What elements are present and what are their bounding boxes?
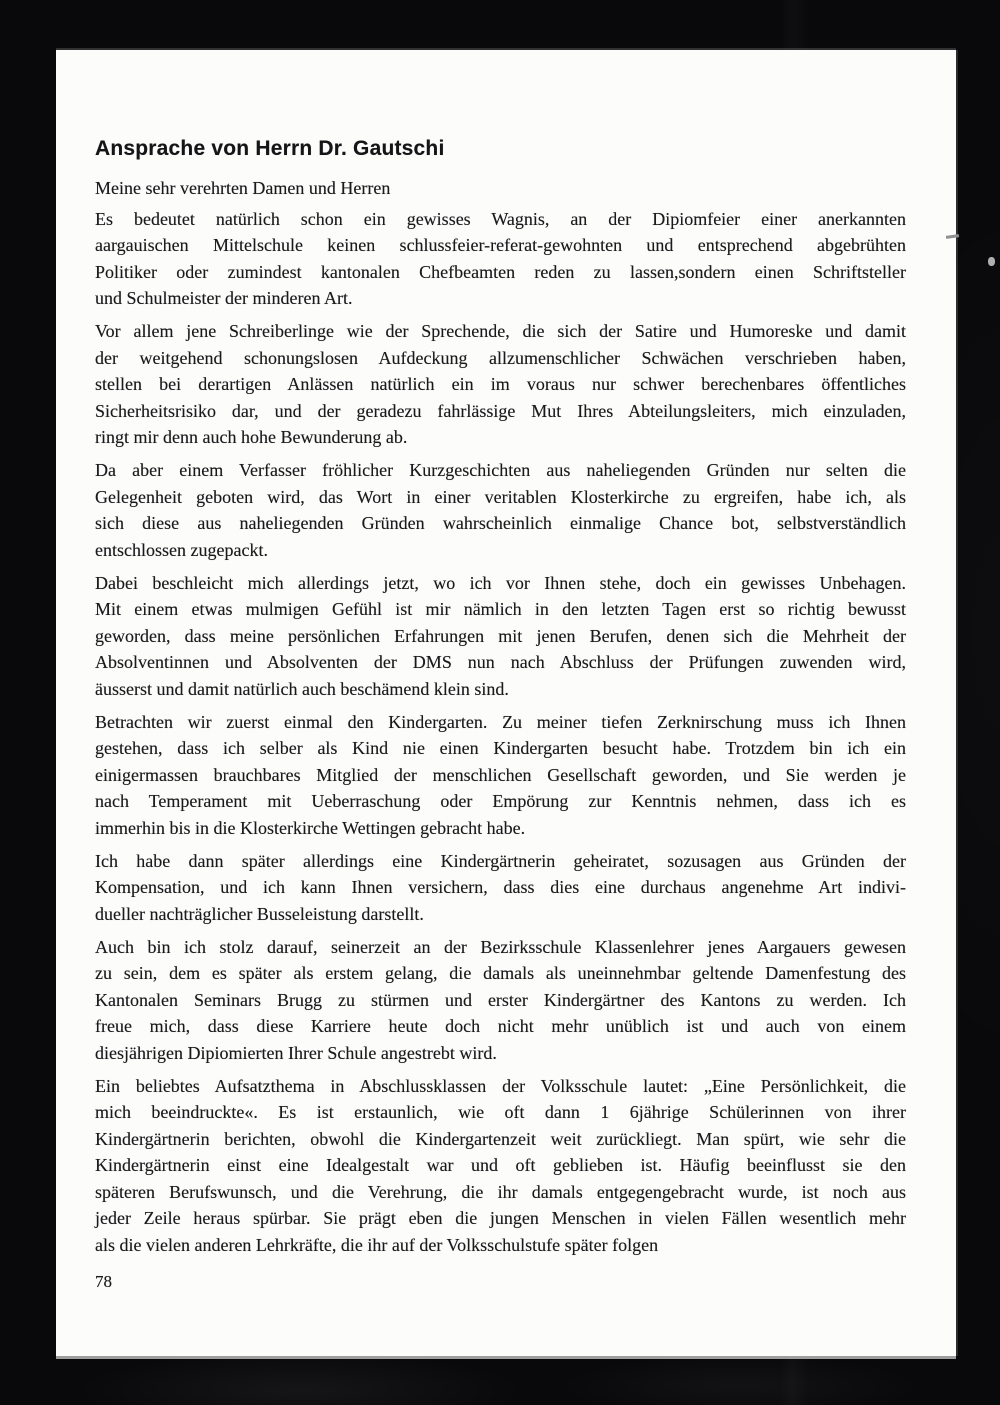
page-title: Ansprache von Herrn Dr. Gautschi [95,137,445,160]
text-line: entschlossen zugepackt. [95,539,268,560]
text-line: dueller nachträglicher Busseleistung darstellt. [95,903,424,924]
text-line: aargauischen Mittelschule keinen schlussfeier-referat-gewohnten und entsprechend abgebrühten [95,235,906,255]
text-line: Auch bin ich stolz darauf, seinerzeit an der Bezirksschule Klassenlehrer jenes Aargauers gewesen [95,936,906,957]
text-line: Absolventinnen und Absolventen der DMS nun nach Abschluss der Prüfungen zuwenden wird, [95,652,906,672]
paragraph [95,1073,906,1259]
text-line: freue mich, dass diese Karriere heute doch nicht mehr unüblich ist und auch von einem [95,1016,906,1036]
text-line: Gelegenheit geboten wird, das Wort in einer veritablen Klosterkirche zu ergreifen, habe ich, als [95,486,906,507]
paragraph [95,457,906,563]
salutation-line: Meine sehr verehrten Damen und Herren [95,178,391,198]
text-line: Mit einem etwas mulmigen Gefühl ist mir nämlich in den letzten Tagen erst so richtig bewusst [95,599,906,619]
paragraph [95,709,906,842]
text-line: Es bedeutet natürlich schon ein gewisses Wagnis, an der Dipiomfeier einer anerkannten [95,208,906,229]
body-text [95,206,906,1259]
paragraph [95,934,906,1067]
text-line: Kindergärtnerin berichten, obwohl die Kindergartenzeit weit zurückliegt. Man spürt, wie sehr die [95,1128,906,1149]
scan-artifact-speck [988,257,995,266]
document-page [56,50,956,1356]
text-line: Kompensation, und ich kann Ihnen versichern, dass dies eine durchaus angenehme Art indivi- [95,877,906,897]
text-line: Politiker oder zumindest kantonalen Chefbeamten reden zu lassen,sondern einen Schriftsteller [95,261,906,282]
text-line: nach Temperament mit Ueberraschung oder Empörung zur Kenntnis nehmen, dass ich es [95,791,906,811]
paragraph [95,848,906,928]
text-line: Ich habe dann später allerdings eine Kindergärtnerin geheiratet, sozusagen aus Gründen der [95,850,906,871]
text-line: mich beeindruckte«. Es ist erstaunlich, wie oft dann 1 6jährige Schülerinnen von ihrer [95,1102,906,1122]
paragraph [95,570,906,703]
page-number: 78 [95,1272,112,1291]
text-line: jeder Zeile heraus spürbar. Sie prägt eben die jungen Menschen in vielen Fällen wesentlich mehr [95,1208,906,1228]
text-line: äusserst und damit natürlich auch beschämend klein sind. [95,678,509,699]
text-line: diesjährigen Dipiomierten Ihrer Schule angestrebt wird. [95,1042,497,1063]
text-line: Ein beliebtes Aufsatzthema in Abschlussklassen der Volksschule lautet: „Eine Persönlichkeit, die [95,1075,906,1096]
text-line: und Schulmeister der minderen Art. [95,288,353,308]
text-line: sich diese aus naheliegenden Gründen wahrscheinlich einmalige Chance bot, selbstverständlich [95,513,906,533]
paragraph [95,206,906,312]
text-line: Kantonalen Seminars Brugg zu stürmen und erster Kindergärtner des Kantons zu werden. Ich [95,989,906,1010]
text-line: Vor allem jene Schreiberlinge wie der Sprechende, die sich der Satire und Humoreske und damit [95,321,906,341]
text-line: Betrachten wir zuerst einmal den Kindergarten. Zu meiner tiefen Zerknirschung muss ich Ihnen [95,711,906,732]
text-line: der weitgehend schonungslosen Aufdeckung allzumenschlicher Schwächen verschrieben haben, [95,347,906,368]
paragraph [95,318,906,451]
text-line: Sicherheitsrisiko dar, und der geradezu fahrlässige Mut Ihres Abteilungsleiters, mich einzuladen, [95,400,906,421]
text-line: immerhin bis in die Klosterkirche Wettingen gebracht habe. [95,817,526,838]
text-line: Kindergärtnerin einst eine Idealgestalt war und oft geblieben ist. Häufig beeinflusst sie den [95,1155,906,1175]
text-line: einigermassen brauchbares Mitglied der menschlichen Gesellschaft geworden, und Sie werden je [95,764,906,785]
text-line: Da aber einem Verfasser fröhlicher Kurzgeschichten aus naheliegenden Gründen nur selten die [95,460,906,480]
text-line: als die vielen anderen Lehrkräfte, die ihr auf der Volksschulstufe später folgen [95,1234,659,1255]
text-line: Dabei beschleicht mich allerdings jetzt, wo ich vor Ihnen stehe, doch ein gewisses Unbehagen. [95,572,906,593]
text-line: gestehen, dass ich selber als Kind nie einen Kindergarten besucht habe. Trotzdem bin ich ein [95,738,906,758]
text-line: späteren Berufswunsch, und die Verehrung, die ihr damals entgegengebracht wurde, ist noch aus [95,1181,906,1202]
text-line: stellen bei derartigen Anlässen natürlich ein im voraus nur schwer berechenbares öffentliches [95,374,906,394]
text-line: geworden, dass meine persönlichen Erfahrungen mit jenen Berufen, denen sich die Mehrheit der [95,625,906,646]
text-line: zu sein, dem es später als erstem gelang, die damals als uneinnehmbar geltende Damenfestung des [95,963,906,983]
text-line: ringt mir denn auch hohe Bewunderung ab. [95,427,408,447]
